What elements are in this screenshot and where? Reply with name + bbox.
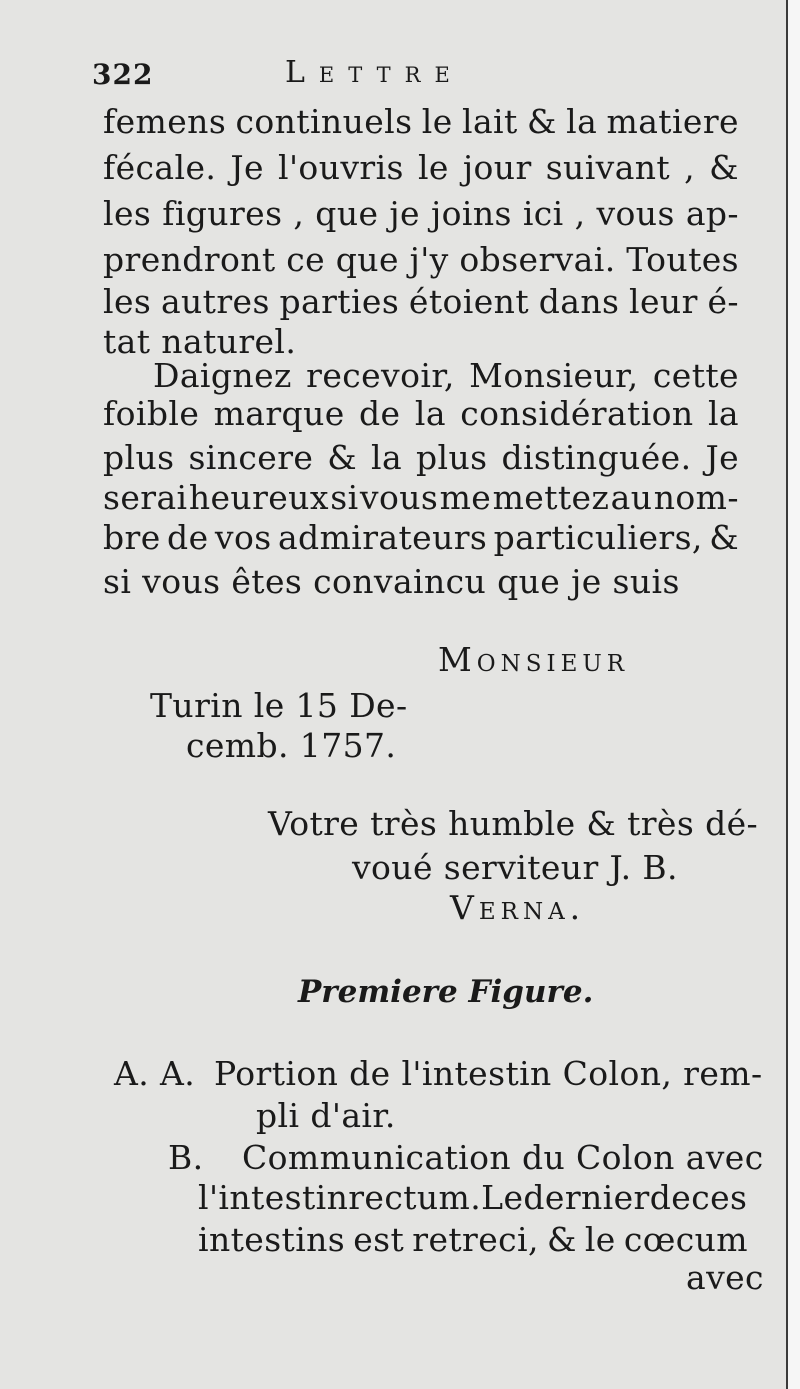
word: ap- — [685, 194, 739, 233]
word: , — [684, 148, 696, 187]
word: leur — [629, 282, 698, 321]
word: le — [584, 1220, 616, 1259]
page-number: 322 — [92, 58, 154, 91]
word: nom- — [653, 478, 739, 517]
signoff-line: Votre très humble & très dé- — [268, 804, 759, 843]
text-line — [153, 356, 739, 396]
word: Le — [481, 1178, 524, 1217]
place-date-line: cemb. 1757. — [186, 726, 397, 765]
word: de — [167, 518, 209, 557]
text-line: si vous êtes convaincu que je suis — [103, 562, 680, 601]
word: les — [103, 194, 152, 233]
word: l'ouvris — [278, 148, 404, 187]
text-line — [103, 478, 739, 518]
place-date-line: Turin le 15 De- — [150, 686, 408, 725]
word: de — [649, 1178, 692, 1217]
legend-text: pli d'air. — [256, 1096, 396, 1135]
word: sincere — [188, 438, 314, 477]
word: distinguée. — [501, 438, 692, 477]
word: étoient — [408, 282, 529, 321]
word: vous — [359, 478, 439, 517]
word: , — [574, 194, 586, 233]
word: ici — [522, 194, 564, 233]
word: cette — [652, 356, 739, 395]
word: Monsieur, — [469, 356, 639, 395]
word: j'y — [409, 240, 449, 279]
word: & — [709, 148, 739, 187]
word: vos — [214, 518, 272, 557]
word: continuels — [235, 102, 413, 141]
text-line — [103, 194, 739, 234]
word: la — [371, 438, 403, 477]
word: & — [546, 1220, 577, 1259]
word: matiere — [606, 102, 739, 141]
legend-label: B. — [168, 1138, 204, 1177]
word: & — [527, 102, 557, 141]
text-line: tat naturel. — [103, 322, 297, 361]
word: la — [566, 102, 598, 141]
word: mettez — [492, 478, 610, 517]
word: la — [707, 394, 739, 433]
word: é- — [707, 282, 739, 321]
word: intestins — [198, 1220, 346, 1259]
word: rectum. — [348, 1178, 482, 1217]
word: ces — [691, 1178, 748, 1217]
word: plus — [103, 438, 175, 477]
word: dernier — [523, 1178, 650, 1217]
word: Toutes — [626, 240, 739, 279]
word: considération — [460, 394, 694, 433]
word: que — [315, 194, 379, 233]
text-line — [103, 102, 739, 142]
word: si — [330, 478, 359, 517]
word: le — [421, 102, 453, 141]
word: marque — [213, 394, 345, 433]
word: autres — [160, 282, 270, 321]
word: serai — [103, 478, 188, 517]
word: heureux — [188, 478, 329, 517]
word: Daignez — [153, 356, 292, 395]
word: jour — [462, 148, 532, 187]
word: je — [389, 194, 420, 233]
word: prendront — [103, 240, 276, 279]
word: que — [335, 240, 399, 279]
word: de — [359, 394, 401, 433]
word: dans — [538, 282, 620, 321]
running-title: Lettre — [285, 55, 464, 90]
word: particuliers, — [493, 518, 703, 557]
word: observai. — [459, 240, 616, 279]
legend-text — [198, 1220, 748, 1260]
word: Je — [230, 148, 264, 187]
word: suivant — [545, 148, 671, 187]
word: bre — [103, 518, 161, 557]
word: admirateurs — [277, 518, 488, 557]
word: au — [610, 478, 653, 517]
word: & — [709, 518, 739, 557]
catchword: avec — [686, 1258, 764, 1297]
word: le — [417, 148, 449, 187]
figure-caption: Premiere Figure. — [298, 974, 594, 1010]
text-line — [103, 518, 739, 558]
word: les — [103, 282, 152, 321]
word: ce — [286, 240, 326, 279]
word: vous — [596, 194, 675, 233]
text-line — [103, 438, 739, 478]
word: joins — [430, 194, 512, 233]
legend-text: Portion de l'intestin Colon, rem- — [214, 1054, 763, 1093]
legend-label: A. A. — [114, 1054, 196, 1093]
word: l'intestin — [198, 1178, 349, 1217]
word: lait — [462, 102, 518, 141]
word: fécale. — [103, 148, 217, 187]
word: , — [293, 194, 305, 233]
word: la — [414, 394, 446, 433]
author-signature: Verna. — [450, 888, 586, 927]
word: cœcum — [623, 1220, 748, 1259]
text-line — [103, 240, 739, 280]
word: plus — [416, 438, 488, 477]
word: femens — [103, 102, 227, 141]
word: me — [439, 478, 492, 517]
text-line — [103, 148, 739, 188]
word: retreci, — [412, 1220, 539, 1259]
legend-text: Communication du Colon avec — [242, 1138, 764, 1177]
text-line — [103, 282, 739, 322]
word: & — [327, 438, 358, 477]
word: figures — [162, 194, 283, 233]
text-line — [103, 394, 739, 434]
salutation: Monsieur — [438, 640, 630, 679]
word: parties — [279, 282, 400, 321]
word: est — [353, 1220, 405, 1259]
word: recevoir, — [306, 356, 455, 395]
signoff-line: voué serviteur J. B. — [352, 848, 678, 887]
page-edge — [786, 0, 800, 1389]
word: Je — [705, 438, 739, 477]
word: foible — [103, 394, 200, 433]
legend-text — [198, 1178, 746, 1218]
